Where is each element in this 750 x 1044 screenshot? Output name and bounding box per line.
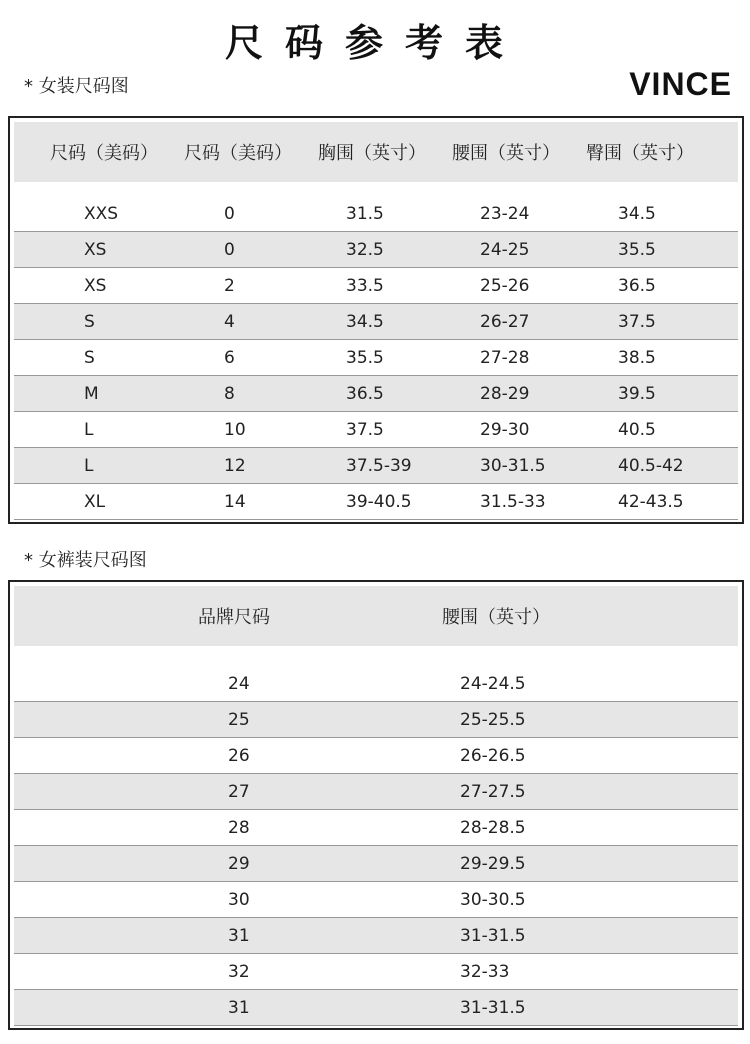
- tops-cell-hip: 36.5: [618, 276, 656, 296]
- pants-cell-brand-size: 28: [228, 818, 250, 838]
- tops-cell-hip: 40.5: [618, 420, 656, 440]
- tops-cell-us-size: S: [84, 312, 95, 332]
- pants-table-row: [14, 918, 738, 954]
- tops-cell-us-size: S: [84, 348, 95, 368]
- tops-cell-bust: 35.5: [346, 348, 384, 368]
- tops-cell-hip: 34.5: [618, 204, 656, 224]
- tops-header-us-size-1: 尺码（美码）: [50, 143, 158, 164]
- pants-cell-brand-size: 32: [228, 962, 250, 982]
- tops-cell-us-size-number: 6: [224, 348, 235, 368]
- tops-size-table: [8, 116, 744, 524]
- tops-cell-hip: 38.5: [618, 348, 656, 368]
- tops-table-row: [14, 232, 738, 268]
- pants-table-row: [14, 774, 738, 810]
- tops-cell-us-size-number: 4: [224, 312, 235, 332]
- pants-header-brand-size: 品牌尺码: [198, 607, 270, 628]
- tops-table-row: [14, 412, 738, 448]
- pants-cell-brand-size: 25: [228, 710, 250, 730]
- pants-cell-brand-size: 30: [228, 890, 250, 910]
- pants-header-waist: 腰围（英寸）: [442, 607, 550, 628]
- tops-cell-us-size-number: 12: [224, 456, 246, 476]
- pants-cell-waist: 27-27.5: [460, 782, 526, 802]
- pants-size-table: [8, 580, 744, 1030]
- pants-cell-waist: 32-33: [460, 962, 510, 982]
- tops-cell-bust: 37.5: [346, 420, 384, 440]
- tops-cell-waist: 31.5-33: [480, 492, 546, 512]
- pants-table-header: [14, 586, 738, 646]
- tops-cell-hip: 35.5: [618, 240, 656, 260]
- pants-table-row: [14, 990, 738, 1026]
- pants-table-row: [14, 666, 738, 702]
- tops-cell-waist: 23-24: [480, 204, 530, 224]
- tops-cell-us-size-number: 14: [224, 492, 246, 512]
- pants-cell-brand-size: 26: [228, 746, 250, 766]
- tops-cell-hip: 37.5: [618, 312, 656, 332]
- pants-cell-waist: 25-25.5: [460, 710, 526, 730]
- pants-cell-waist: 31-31.5: [460, 926, 526, 946]
- pants-cell-waist: 30-30.5: [460, 890, 526, 910]
- pants-table-row: [14, 882, 738, 918]
- tops-cell-bust: 39-40.5: [346, 492, 412, 512]
- pants-cell-waist: 26-26.5: [460, 746, 526, 766]
- tops-cell-bust: 33.5: [346, 276, 384, 296]
- pants-table-row: [14, 954, 738, 990]
- pants-cell-brand-size: 31: [228, 998, 250, 1018]
- tops-cell-us-size: XS: [84, 240, 107, 260]
- tops-cell-hip: 42-43.5: [618, 492, 684, 512]
- tops-cell-us-size-number: 10: [224, 420, 246, 440]
- tops-cell-waist: 30-31.5: [480, 456, 546, 476]
- tops-cell-hip: 39.5: [618, 384, 656, 404]
- brand-logo: VINCE: [629, 66, 732, 102]
- tops-cell-waist: 26-27: [480, 312, 530, 332]
- tops-cell-us-size: XS: [84, 276, 107, 296]
- pants-table-row: [14, 810, 738, 846]
- pants-table-row: [14, 738, 738, 774]
- tops-cell-us-size-number: 0: [224, 204, 235, 224]
- pants-table-row: [14, 702, 738, 738]
- tops-cell-waist: 24-25: [480, 240, 530, 260]
- tops-cell-waist: 29-30: [480, 420, 530, 440]
- tops-cell-hip: 40.5-42: [618, 456, 684, 476]
- tops-cell-waist: 27-28: [480, 348, 530, 368]
- tops-cell-bust: 36.5: [346, 384, 384, 404]
- pants-cell-waist: 24-24.5: [460, 674, 526, 694]
- tops-cell-us-size: XXS: [84, 204, 119, 224]
- tops-header-bust: 胸围（英寸）: [318, 143, 426, 164]
- tops-header-waist: 腰围（英寸）: [452, 143, 560, 164]
- tops-cell-waist: 28-29: [480, 384, 530, 404]
- tops-cell-waist: 25-26: [480, 276, 530, 296]
- tops-cell-bust: 32.5: [346, 240, 384, 260]
- tops-cell-bust: 34.5: [346, 312, 384, 332]
- tops-header-us-size-2: 尺码（美码）: [184, 143, 292, 164]
- tops-cell-bust: 31.5: [346, 204, 384, 224]
- tops-cell-us-size: L: [84, 456, 94, 476]
- tops-cell-us-size-number: 8: [224, 384, 235, 404]
- pants-cell-brand-size: 24: [228, 674, 250, 694]
- tops-cell-us-size: XL: [84, 492, 106, 512]
- tops-table-row: [14, 376, 738, 412]
- tops-table-row: [14, 268, 738, 304]
- tops-section-label: * 女装尺码图: [24, 76, 129, 97]
- pants-section-label: * 女裤装尺码图: [24, 550, 147, 571]
- tops-cell-us-size-number: 2: [224, 276, 235, 296]
- tops-header-hip: 臀围（英寸）: [586, 143, 694, 164]
- page-title: 尺码参考表: [224, 21, 525, 65]
- pants-cell-brand-size: 31: [228, 926, 250, 946]
- tops-table-row: [14, 484, 738, 520]
- tops-table-row: [14, 196, 738, 232]
- pants-table-row: [14, 846, 738, 882]
- pants-cell-brand-size: 29: [228, 854, 250, 874]
- pants-cell-brand-size: 27: [228, 782, 250, 802]
- tops-table-row: [14, 448, 738, 484]
- pants-cell-waist: 29-29.5: [460, 854, 526, 874]
- pants-cell-waist: 31-31.5: [460, 998, 526, 1018]
- tops-table-header: [14, 122, 738, 182]
- tops-cell-us-size: L: [84, 420, 94, 440]
- tops-table-row: [14, 340, 738, 376]
- tops-cell-bust: 37.5-39: [346, 456, 412, 476]
- tops-cell-us-size: M: [84, 384, 99, 404]
- tops-cell-us-size-number: 0: [224, 240, 235, 260]
- tops-table-row: [14, 304, 738, 340]
- pants-cell-waist: 28-28.5: [460, 818, 526, 838]
